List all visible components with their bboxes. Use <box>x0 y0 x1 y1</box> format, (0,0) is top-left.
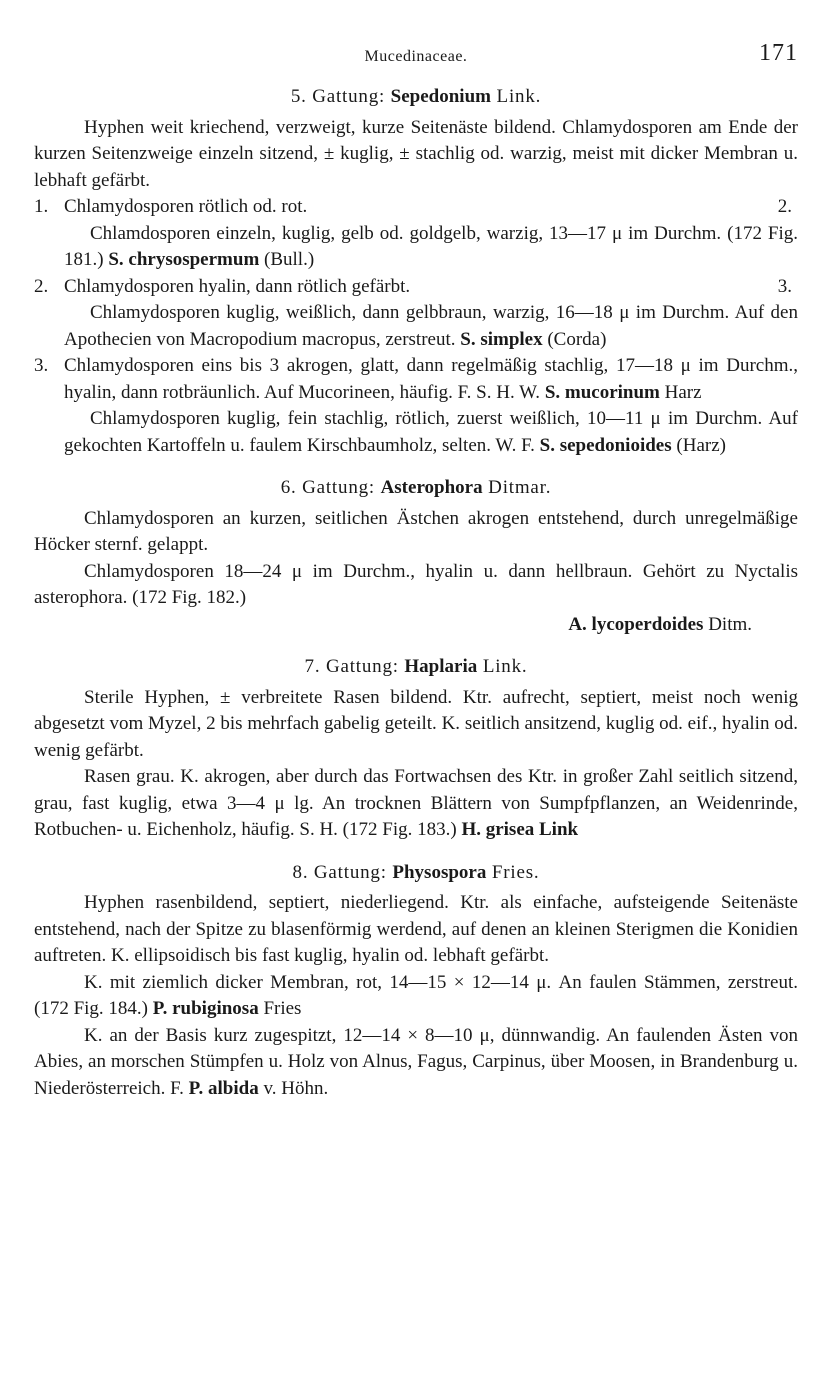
key-reference: 3. <box>777 275 792 297</box>
species-name: A. lycoperdoides <box>568 613 704 635</box>
species-author: (Harz) <box>676 434 726 456</box>
genus-author: Ditmar. <box>488 477 552 498</box>
genus-description: Hyphen weit kriechend, verzweigt, kurze Seitenäste bildend. Chlamydosporen am Ende der kurzen Seitenzweige einzeln sitzend, ± kuglig, ± stachlig od. warzig, meist mit dicker Membran u. lebhaft gefärbt. <box>34 116 798 191</box>
species-entry <box>34 612 798 639</box>
key-item-3 <box>34 353 798 406</box>
genus-description: Sterile Hyphen, ± verbreitete Rasen bildend. Ktr. aufrecht, septiert, meist noch wenig abgesetzt vom Myzel, 2 bis mehrfach gabelig geteilt. K. seitlich ansitzend, kuglig od. eif., hyalin od. wenig gefärbt. <box>34 686 798 761</box>
key-item-2 <box>34 274 798 301</box>
species-description: Rasen grau. K. akrogen, aber durch das Fortwachsen des Ktr. in großer Zahl seitlich sitzend, grau, fast kuglig, etwa 3—4 μ lg. An trocknen Blättern von Sumpfpflanzen, an Weidenrinde, Rotbuchen- u. Eichenholz, häufig. S. H. (172 Fig. 183.) <box>34 766 798 840</box>
species-description: Chlamdosporen einzeln, kuglig, gelb od. goldgelb, warzig, 13—17 μ im Durchm. (172 Fig. 181.) <box>64 222 798 270</box>
species-description: Chlamydosporen kuglig, fein stachlig, rötlich, zuerst weißlich, 10—11 μ im Durchm. Auf gekochten Kartoffeln u. faulem Kirschbaumholz, selten. W. F. <box>64 408 798 456</box>
genus-name: Asterophora <box>380 477 483 498</box>
key-number: 2. <box>34 275 49 297</box>
species-author: (Bull.) <box>264 249 315 270</box>
genus-heading-asterophora <box>34 475 798 502</box>
species-author: (Corda) <box>547 328 607 350</box>
species-name: P. rubiginosa <box>152 998 259 1019</box>
species-name: S. mucorinum <box>544 381 660 403</box>
species-author: Harz <box>664 381 702 403</box>
species-description: Chlamydosporen kuglig, weißlich, dann gelbbraun, warzig, 16—18 μ im Durchm. Auf den Apothecien von Macropodium macropus, zerstreut. <box>64 302 798 350</box>
page-number: 171 <box>759 40 798 66</box>
key-number: 1. <box>34 196 49 217</box>
genus-name: Physospora <box>392 861 487 883</box>
genus-heading-prefix: 6. Gattung: <box>280 477 375 498</box>
key-lead: Chlamydosporen hyalin, dann rötlich gefärbt. <box>64 275 411 297</box>
species-name: H. grisea Link <box>461 819 579 840</box>
species-entry <box>34 970 798 1023</box>
genus-name: Haplaria <box>404 656 478 677</box>
key-item-1 <box>34 194 798 221</box>
page <box>34 40 798 1102</box>
species-name: S. simplex <box>460 328 543 350</box>
genus-author: Fries. <box>491 861 540 883</box>
species-description: Chlamydosporen 18—24 μ im Durchm., hyalin u. dann hellbraun. Gehört zu Nyctalis asterophora. (172 Fig. 182.) <box>34 560 798 608</box>
genus-heading-haplaria <box>34 654 798 681</box>
key-number: 3. <box>34 355 49 376</box>
genus-author: Link. <box>496 86 542 107</box>
genus-description: Hyphen rasenbildend, septiert, niederliegend. Ktr. als einfache, aufsteigende Seitenäste entstehend, nach der Spitze zu blasenförmig werdend, auf denen an kleinen Sterigmen die Konidien auftreten. K. ellipsoidisch bis fast kuglig, hyalin od. lebhaft gefärbt. <box>34 892 798 966</box>
genus-name: Sepedonium <box>390 86 491 107</box>
species-author: v. Höhn. <box>263 1077 329 1099</box>
running-title: Mucedinaceae. <box>364 48 468 65</box>
running-head <box>34 40 798 80</box>
species-author: Fries <box>263 998 302 1019</box>
species-name: S. chrysospermum <box>108 249 260 270</box>
genus-heading-physospora <box>34 860 798 887</box>
genus-heading-sepedonium <box>34 84 798 111</box>
species-entry <box>34 1023 798 1103</box>
key-lead: Chlamydosporen rötlich od. rot. <box>64 196 308 217</box>
species-description: K. mit ziemlich dicker Membran, rot, 14—15 × 12—14 μ. An faulen Stämmen, zerstreut. (172 Fig. 184.) <box>34 971 798 1019</box>
genus-heading-prefix: 5. Gattung: <box>290 86 386 107</box>
genus-heading-prefix: 8. Gattung: <box>292 861 387 883</box>
genus-heading-prefix: 7. Gattung: <box>304 656 399 677</box>
species-entry <box>34 221 798 274</box>
species-name: S. sepedonioides <box>539 434 672 456</box>
key-reference: 2. <box>777 196 792 217</box>
species-entry <box>34 764 798 844</box>
genus-author: Link. <box>482 656 528 677</box>
species-entry <box>34 406 798 459</box>
key-lead: Chlamydosporen eins bis 3 akrogen, glatt, dann regelmäßig stachlig, 17—18 μ im Durchm., hyalin, dann rotbräunlich. Auf Mucorineen, häufig. F. S. H. W. <box>64 355 798 403</box>
species-description: K. an der Basis kurz zugespitzt, 12—14 × 8—10 μ, dünnwandig. An faulenden Ästen von Abies, an morschen Stümpfen u. Holz von Alnus, Fagus, Carpinus, über Moosen, in Brandenburg u. Niederösterreich. F. <box>34 1024 798 1099</box>
species-entry <box>34 300 798 353</box>
species-author: Ditm. <box>708 613 752 635</box>
genus-description: Chlamydosporen an kurzen, seitlichen Ästchen akrogen entstehend, durch unregelmäßige Höcker sternf. gelappt. <box>34 507 798 555</box>
species-name: P. albida <box>188 1077 259 1099</box>
